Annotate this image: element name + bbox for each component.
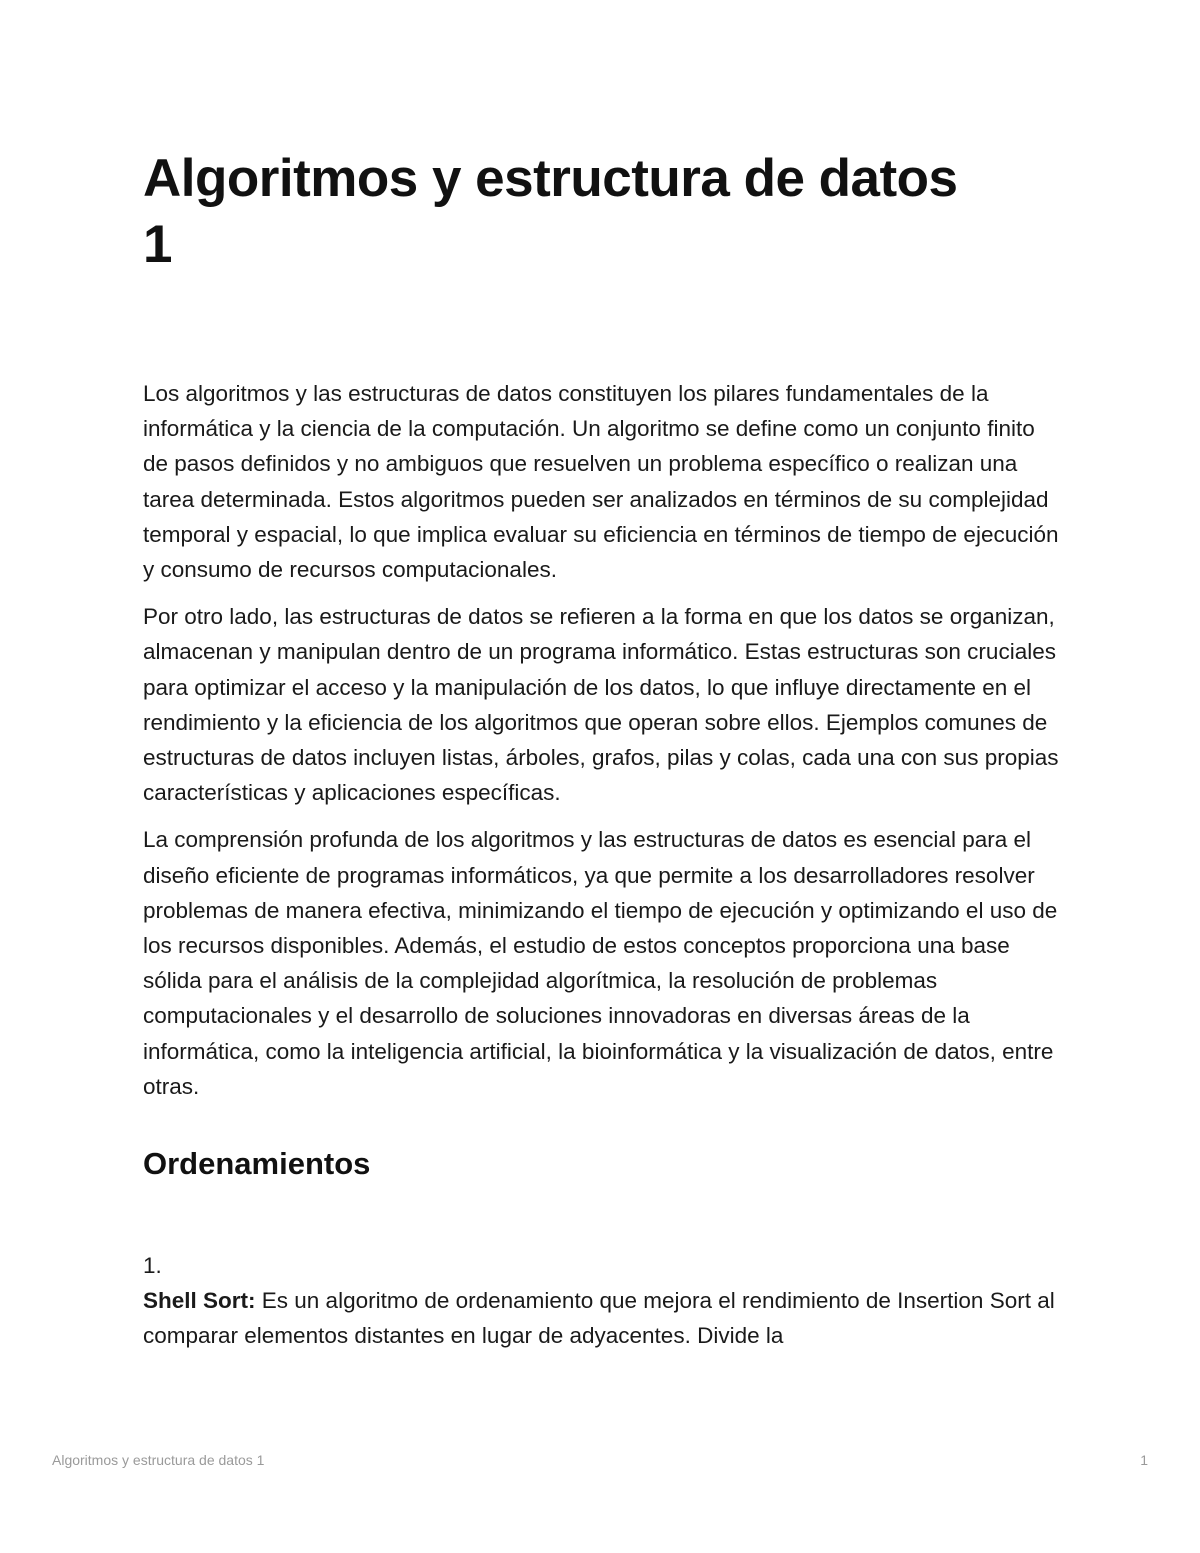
page-title: Algoritmos y estructura de datos 1	[143, 149, 958, 274]
paragraph-importance: La comprensión profunda de los algoritmos y las estructuras de datos es esencial para el diseño eficiente de programas informáticos, ya que permite a los desarrolladores resolver problemas de manera efectiva, minimizando el tiempo de ejecución y optimizando el uso de los recursos disponibles. Además, el estudio de estos conceptos proporciona una base sólida para el análisis de la complejidad algorítmica, la resolución de problemas computacionales y el desarrollo de soluciones innovadoras en diversas áreas de la informática, como la inteligencia artificial, la bioinformática y la visualización de datos, entre otras.	[143, 827, 1058, 1099]
footer-page-number: 1	[1140, 1452, 1148, 1468]
section-heading-ordenamientos: Ordenamientos	[143, 1146, 371, 1182]
footer-title: Algoritmos y estructura de datos 1	[52, 1452, 265, 1468]
list-item-number: 1.	[143, 1253, 162, 1279]
paragraph-data-structures: Por otro lado, las estructuras de datos se refieren a la forma en que los datos se organizan, almacenan y manipulan dentro de un programa informático. Estas estructuras son cruciales para optimizar el acceso y la manipulación de los datos, lo que influye directamente en el rendimiento y la eficiencia de los algoritmos que operan sobre ellos. Ejemplos comunes de estructuras de datos incluyen listas, árboles, grafos, pilas y colas, cada una con sus propias características y aplicaciones específicas.	[143, 604, 1059, 806]
list-item-shell-sort	[143, 1283, 1063, 1353]
list-item-term: Shell Sort:	[143, 1288, 256, 1314]
page-footer	[52, 1452, 1148, 1472]
list-item-description: Es un algoritmo de ordenamiento que mejora el rendimiento de Insertion Sort al comparar elementos distantes en lugar de adyacentes. Divide la	[143, 1288, 1055, 1349]
page-content	[143, 146, 1063, 1354]
paragraph-intro: Los algoritmos y las estructuras de datos constituyen los pilares fundamentales de la informática y la ciencia de la computación. Un algoritmo se define como un conjunto finito de pasos definidos y no ambiguos que resuelven un problema específico o realizan una tarea determinada. Estos algoritmos pueden ser analizados en términos de su complejidad temporal y espacial, lo que implica evaluar su eficiencia en términos de tiempo de ejecución y consumo de recursos computacionales.	[143, 381, 1059, 583]
